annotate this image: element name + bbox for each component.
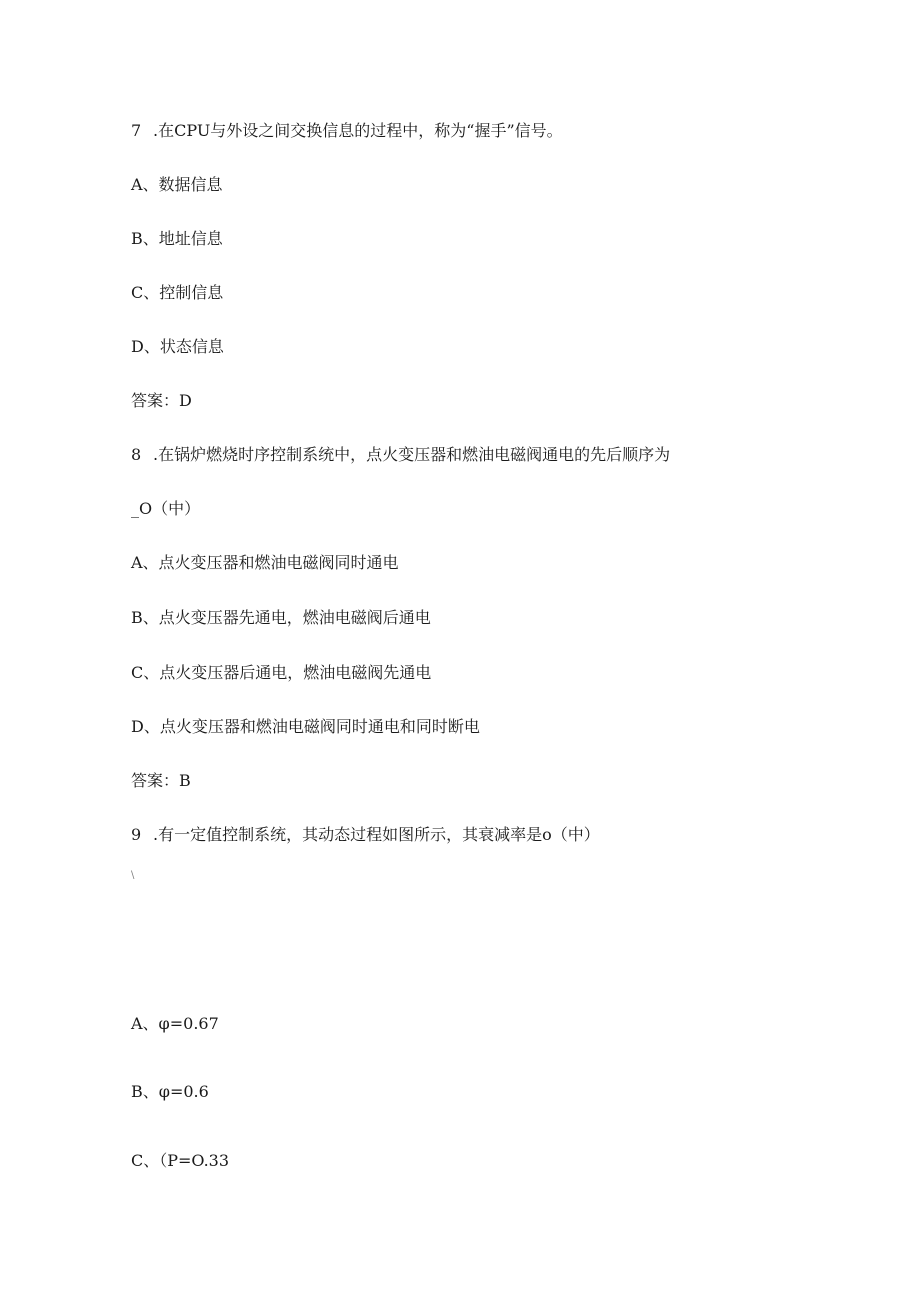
q7-stem [131,121,563,141]
q8-number: 8 [131,445,142,464]
q7-number: 7 [131,121,142,140]
q8-option-c: C、点火变压器后通电，燃油电磁阀先通电 [131,663,432,682]
q9-option-a: A、φ=0.67 [131,1014,219,1033]
q8-answer: 答案：B [131,771,191,790]
q8-stem-text: .在锅炉燃烧时序控制系统中，点火变压器和燃油电磁阀通电的先后顺序为 [153,445,671,464]
q9-stem-text: .有一定值控制系统，其动态过程如图所示，其衰减率是o（中） [153,825,600,844]
q9-option-c: C、（P=O.33 [131,1151,230,1170]
q7-option-a: A、数据信息 [131,175,223,194]
q7-stem-text: .在CPU与外设之间交换信息的过程中，称为“握手”信号。 [153,121,563,140]
q8-stem-continuation: _O（中） [131,499,201,518]
q9-number: 9 [131,825,142,844]
q8-option-b: B、点火变压器先通电，燃油电磁阀后通电 [131,608,431,627]
q8-option-a: A、点火变压器和燃油电磁阀同时通电 [131,553,399,572]
q8-option-d: D、点火变压器和燃油电磁阀同时通电和同时断电 [131,717,480,736]
q8-stem [131,445,670,465]
q9-stem [131,825,600,845]
q9-option-b: B、φ=0.6 [131,1082,209,1101]
q7-option-b: B、地址信息 [131,229,223,248]
q7-option-c: C、控制信息 [131,283,224,302]
q7-option-d: D、状态信息 [131,337,224,356]
q7-answer: 答案：D [131,391,192,410]
q9-figure-placeholder: \ [131,870,135,881]
